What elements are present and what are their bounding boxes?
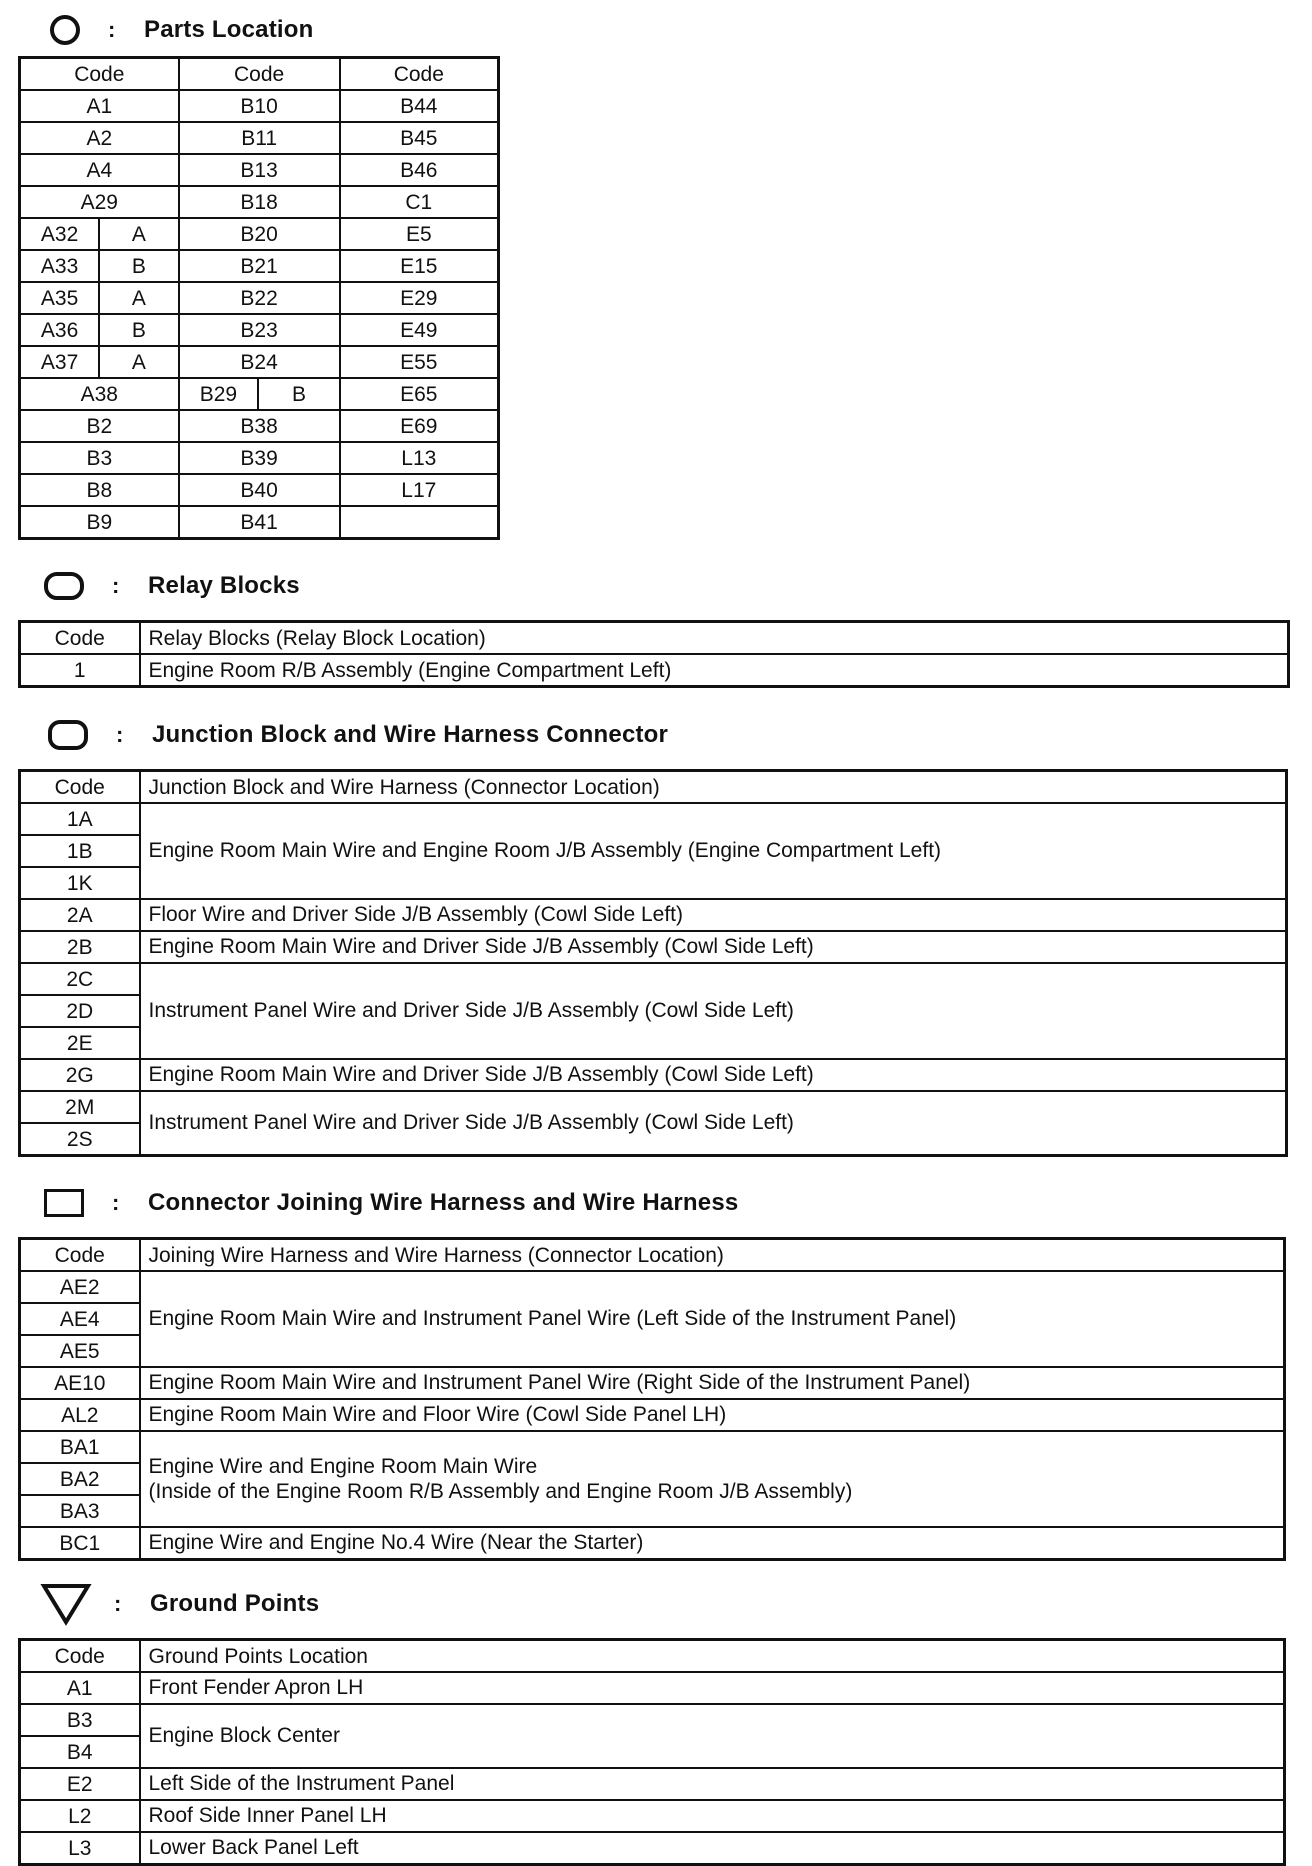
table-row [20, 282, 499, 314]
junction-block-table [18, 769, 1288, 1157]
part-suffix: B [99, 250, 178, 282]
rounded-box-icon [48, 720, 88, 750]
relay-blocks-heading [40, 566, 300, 606]
part-code: A4 [20, 154, 179, 186]
location-cell: Roof Side Inner Panel LH [140, 1800, 1285, 1832]
code-cell: 2E [20, 1027, 140, 1059]
junction-block-heading [40, 715, 668, 755]
code-cell: AE5 [20, 1335, 140, 1367]
table-row [20, 1091, 1287, 1123]
table-row [20, 250, 499, 282]
table-row [20, 899, 1287, 931]
part-code: A35 [20, 282, 100, 314]
code-cell: B4 [20, 1736, 140, 1768]
column-header: Joining Wire Harness and Wire Harness (Connector Location) [140, 1239, 1285, 1272]
part-code: B41 [179, 506, 340, 539]
part-code: B45 [340, 122, 499, 154]
connector-joining-heading [40, 1183, 738, 1223]
location-cell: Instrument Panel Wire and Driver Side J/B Assembly (Cowl Side Left) [140, 1091, 1287, 1156]
part-code: A33 [20, 250, 100, 282]
code-cell: AL2 [20, 1399, 140, 1431]
table-row [20, 1672, 1285, 1704]
code-cell: A1 [20, 1672, 140, 1704]
part-code: B3 [20, 442, 179, 474]
code-cell: 2B [20, 931, 140, 963]
part-code: B8 [20, 474, 179, 506]
part-suffix: A [99, 282, 178, 314]
table-row [20, 314, 499, 346]
part-code: E29 [340, 282, 499, 314]
table-header-row [20, 622, 1289, 655]
part-code: A1 [20, 90, 179, 122]
location-cell: Engine Block Center [140, 1704, 1285, 1768]
code-cell: B3 [20, 1704, 140, 1736]
table-row [20, 803, 1287, 835]
ground-points-table [18, 1638, 1286, 1866]
code-cell: 1K [20, 867, 140, 899]
part-code: B38 [179, 410, 340, 442]
ground-points-heading [40, 1584, 319, 1624]
table-header-row [20, 1239, 1285, 1272]
part-code: B44 [340, 90, 499, 122]
part-code: C1 [340, 186, 499, 218]
heading-colon: : [112, 1190, 120, 1215]
part-code: B13 [179, 154, 340, 186]
table-row [20, 186, 499, 218]
heading-colon: : [116, 722, 124, 747]
code-cell: 2S [20, 1123, 140, 1156]
code-cell: L2 [20, 1800, 140, 1832]
table-row [20, 1527, 1285, 1560]
part-code: A2 [20, 122, 179, 154]
table-row [20, 931, 1287, 963]
code-cell: BA1 [20, 1431, 140, 1463]
code-cell: 2G [20, 1059, 140, 1091]
table-row [20, 506, 499, 539]
part-code: A36 [20, 314, 100, 346]
code-cell: E2 [20, 1768, 140, 1800]
table-header-row [20, 1640, 1285, 1673]
table-row [20, 410, 499, 442]
section-title: Ground Points [150, 1590, 320, 1617]
location-cell: Engine Room Main Wire and Driver Side J/B Assembly (Cowl Side Left) [140, 1059, 1287, 1091]
code-cell: BA2 [20, 1463, 140, 1495]
column-header: Code [20, 58, 179, 91]
part-code: L13 [340, 442, 499, 474]
part-code: E49 [340, 314, 499, 346]
part-code: E55 [340, 346, 499, 378]
table-row [20, 442, 499, 474]
part-code: B24 [179, 346, 340, 378]
location-cell: Engine Room R/B Assembly (Engine Compartment Left) [140, 654, 1289, 687]
code-cell: AE10 [20, 1367, 140, 1399]
part-code: B9 [20, 506, 179, 539]
code-cell: BA3 [20, 1495, 140, 1527]
part-code: B2 [20, 410, 179, 442]
table-row [20, 1800, 1285, 1832]
part-code: E5 [340, 218, 499, 250]
part-code: B18 [179, 186, 340, 218]
column-header: Ground Points Location [140, 1640, 1285, 1673]
part-code: B11 [179, 122, 340, 154]
location-cell: Engine Wire and Engine No.4 Wire (Near the Starter) [140, 1527, 1285, 1560]
heading-colon: : [108, 17, 116, 42]
table-row [20, 1704, 1285, 1736]
table-row [20, 1832, 1285, 1865]
table-row [20, 1059, 1287, 1091]
table-row [20, 90, 499, 122]
table-row [20, 378, 499, 410]
table-row [20, 1367, 1285, 1399]
code-cell: AE4 [20, 1303, 140, 1335]
location-cell: Engine Room Main Wire and Floor Wire (Cowl Side Panel LH) [140, 1399, 1285, 1431]
heading-colon: : [114, 1591, 122, 1616]
code-cell: 1B [20, 835, 140, 867]
code-cell: 1A [20, 803, 140, 835]
location-cell: Engine Wire and Engine Room Main Wire (Inside of the Engine Room R/B Assembly and Engine Room J/B Assembly) [140, 1431, 1285, 1527]
parts-location-heading [40, 10, 314, 50]
location-cell: Engine Room Main Wire and Engine Room J/B Assembly (Engine Compartment Left) [140, 803, 1287, 899]
code-cell: 2C [20, 963, 140, 995]
table-row [20, 1399, 1285, 1431]
part-code: B10 [179, 90, 340, 122]
column-header: Relay Blocks (Relay Block Location) [140, 622, 1289, 655]
table-row [20, 1431, 1285, 1463]
table-header-row [20, 771, 1287, 804]
location-cell: Instrument Panel Wire and Driver Side J/B Assembly (Cowl Side Left) [140, 963, 1287, 1059]
location-cell: Engine Room Main Wire and Driver Side J/B Assembly (Cowl Side Left) [140, 931, 1287, 963]
part-suffix: A [99, 346, 178, 378]
part-code: B46 [340, 154, 499, 186]
table-row [20, 346, 499, 378]
code-cell: 2A [20, 899, 140, 931]
table-row [20, 154, 499, 186]
column-header: Code [20, 771, 140, 804]
part-code: E65 [340, 378, 499, 410]
code-cell: BC1 [20, 1527, 140, 1560]
parts-location-table [18, 56, 500, 540]
part-code: B39 [179, 442, 340, 474]
part-code: B23 [179, 314, 340, 346]
heading-colon: : [112, 573, 120, 598]
location-cell: Left Side of the Instrument Panel [140, 1768, 1285, 1800]
part-code: A37 [20, 346, 100, 378]
column-header: Junction Block and Wire Harness (Connector Location) [140, 771, 1287, 804]
relay-blocks-table [18, 620, 1290, 688]
part-code: B22 [179, 282, 340, 314]
table-row [20, 963, 1287, 995]
table-row [20, 122, 499, 154]
part-code: A29 [20, 186, 179, 218]
part-code: E15 [340, 250, 499, 282]
part-code [340, 506, 499, 539]
part-suffix: B [258, 378, 339, 410]
location-cell: Front Fender Apron LH [140, 1672, 1285, 1704]
section-title: Connector Joining Wire Harness and Wire Harness [148, 1189, 739, 1216]
part-suffix: B [99, 314, 178, 346]
location-cell: Lower Back Panel Left [140, 1832, 1285, 1865]
section-title: Junction Block and Wire Harness Connector [152, 721, 669, 748]
part-code: E69 [340, 410, 499, 442]
rounded-rectangle-icon [44, 572, 84, 600]
part-code: B40 [179, 474, 340, 506]
table-header-row [20, 58, 499, 91]
circle-icon [50, 15, 80, 45]
column-header: Code [340, 58, 499, 91]
section-title: Parts Location [144, 16, 314, 43]
triangle-icon [40, 1582, 92, 1626]
code-cell: 2D [20, 995, 140, 1027]
location-cell: Engine Room Main Wire and Instrument Panel Wire (Left Side of the Instrument Panel) [140, 1271, 1285, 1367]
table-row [20, 218, 499, 250]
column-header: Code [20, 1640, 140, 1673]
section-title: Relay Blocks [148, 572, 300, 599]
code-cell: AE2 [20, 1271, 140, 1303]
code-cell: 1 [20, 654, 140, 687]
part-code: A38 [20, 378, 179, 410]
part-code: B29 [179, 378, 259, 410]
table-row [20, 1271, 1285, 1303]
part-code: B21 [179, 250, 340, 282]
column-header: Code [20, 622, 140, 655]
table-row [20, 1768, 1285, 1800]
part-code: B20 [179, 218, 340, 250]
part-code: A32 [20, 218, 100, 250]
table-row [20, 474, 499, 506]
part-suffix: A [99, 218, 178, 250]
square-icon [44, 1189, 84, 1217]
code-cell: 2M [20, 1091, 140, 1123]
table-row [20, 654, 1289, 687]
column-header: Code [20, 1239, 140, 1272]
location-cell: Engine Room Main Wire and Instrument Panel Wire (Right Side of the Instrument Panel) [140, 1367, 1285, 1399]
location-cell: Floor Wire and Driver Side J/B Assembly (Cowl Side Left) [140, 899, 1287, 931]
code-cell: L3 [20, 1832, 140, 1865]
part-code: L17 [340, 474, 499, 506]
column-header: Code [179, 58, 340, 91]
connector-joining-table [18, 1237, 1286, 1561]
